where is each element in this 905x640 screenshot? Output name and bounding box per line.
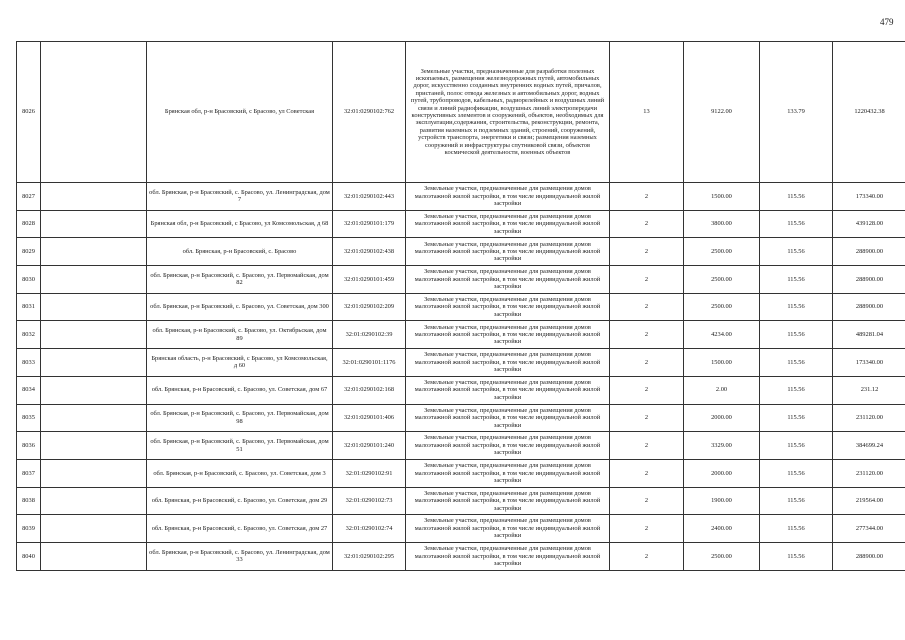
cell-zone: 2 <box>610 542 684 570</box>
cell-permitted-use: Земельные участки, предназначенные для размещения домов малоэтажной жилой застройки, в том числе индивидуальной жилой застройки <box>406 210 610 238</box>
cell-rate: 115.56 <box>760 404 833 432</box>
cell-cadastral-number: 32:01:0290101:240 <box>333 432 406 460</box>
cell-permitted-use: Земельные участки, предназначенные для размещения домов малоэтажной жилой застройки, в том числе индивидуальной жилой застройки <box>406 321 610 349</box>
cell-permitted-use: Земельные участки, предназначенные для размещения домов малоэтажной жилой застройки, в том числе индивидуальной жилой застройки <box>406 542 610 570</box>
cell-cadastral-value: 489281.04 <box>833 321 905 349</box>
cell-permitted-use: Земельные участки, предназначенные для размещения домов малоэтажной жилой застройки, в том числе индивидуальной жилой застройки <box>406 183 610 211</box>
cell-area: 3329.00 <box>684 432 760 460</box>
cell-cadastral-value: 288900.00 <box>833 542 905 570</box>
cell-zone: 2 <box>610 238 684 266</box>
cell-area: 1500.00 <box>684 183 760 211</box>
cell-area: 3800.00 <box>684 210 760 238</box>
cell-area: 2500.00 <box>684 238 760 266</box>
cell-empty <box>41 432 147 460</box>
table-row <box>17 487 905 515</box>
cell-area: 2500.00 <box>684 266 760 294</box>
cell-area: 2500.00 <box>684 542 760 570</box>
cell-cadastral-value: 231.12 <box>833 376 905 404</box>
cell-cadastral-value: 288900.00 <box>833 293 905 321</box>
cadastral-value-table <box>16 41 905 571</box>
table-row <box>17 321 905 349</box>
cell-area: 2000.00 <box>684 404 760 432</box>
cell-empty <box>41 487 147 515</box>
cell-rate: 115.56 <box>760 542 833 570</box>
table-row <box>17 266 905 294</box>
table-row <box>17 349 905 377</box>
cell-zone: 2 <box>610 404 684 432</box>
cell-address: обл. Брянская, р-н Брасовский, с. Брасово, ул. Первомайская, дом 51 <box>147 432 333 460</box>
cell-address: Брянская область, р-н Брасовский, с Брасово, ул Комсомольская, д 60 <box>147 349 333 377</box>
cell-record-id: 8027 <box>17 183 41 211</box>
cell-rate: 115.56 <box>760 183 833 211</box>
cell-cadastral-value: 231120.00 <box>833 404 905 432</box>
cell-address: обл. Брянская, р-н Брасовский, с. Брасово, ул. Ленинградская, дом 33 <box>147 542 333 570</box>
cell-record-id: 8031 <box>17 293 41 321</box>
cell-empty <box>41 321 147 349</box>
cell-cadastral-number: 32:01:0290101:179 <box>333 210 406 238</box>
cell-permitted-use: Земельные участки, предназначенные для разработки полезных ископаемых, размещения железнодорожных путей, автомобильных дорог, искусственно созданных внутренних водных путей, причалов, пристаней, полос отвода железных и автомобильных дорог, водных путей, трубопроводов, кабельных, радиорелейных и воздушных линий связи и линий радиофикации, воздушных линий электропередачи конструктивных элементов и сооружений, объектов, необходимых для эксплуатации,содержания, строительства, реконструкции, ремонта, развития наземных и подземных зданий, строений, сооружений, устройств транспорта, энергетики и связи; размещения наземных сооружений и инфраструктуры спутниковой связи, объектов космической деятельности, военных объектов <box>406 42 610 183</box>
cell-permitted-use: Земельные участки, предназначенные для размещения домов малоэтажной жилой застройки, в том числе индивидуальной жилой застройки <box>406 459 610 487</box>
cell-cadastral-number: 32:01:0290102:168 <box>333 376 406 404</box>
page-number: 479 <box>880 17 894 27</box>
cell-empty <box>41 183 147 211</box>
cell-cadastral-value: 231120.00 <box>833 459 905 487</box>
cell-cadastral-number: 32:01:0290101:459 <box>333 266 406 294</box>
cell-address: обл. Брянская, р-н Брасовский, с. Брасово, ул. Советская, дом 27 <box>147 515 333 543</box>
cell-record-id: 8029 <box>17 238 41 266</box>
cell-zone: 2 <box>610 210 684 238</box>
cell-rate: 115.56 <box>760 376 833 404</box>
cell-address: обл. Брянская, р-н Брасовский, с. Брасово, ул. Советская, дом 300 <box>147 293 333 321</box>
cell-cadastral-number: 32:01:0290102:91 <box>333 459 406 487</box>
cell-cadastral-number: 32:01:0290102:73 <box>333 487 406 515</box>
cell-rate: 115.56 <box>760 321 833 349</box>
cell-cadastral-number: 32:01:0290102:762 <box>333 42 406 183</box>
table-row <box>17 293 905 321</box>
table-row <box>17 376 905 404</box>
cell-permitted-use: Земельные участки, предназначенные для размещения домов малоэтажной жилой застройки, в том числе индивидуальной жилой застройки <box>406 404 610 432</box>
table-row <box>17 542 905 570</box>
cell-rate: 115.56 <box>760 238 833 266</box>
cell-permitted-use: Земельные участки, предназначенные для размещения домов малоэтажной жилой застройки, в том числе индивидуальной жилой застройки <box>406 432 610 460</box>
cell-area: 4234.00 <box>684 321 760 349</box>
cell-area: 1900.00 <box>684 487 760 515</box>
cell-address: Брянская обл, р-н Брасовский, с Брасово, ул Советская <box>147 42 333 183</box>
table-row <box>17 515 905 543</box>
cell-cadastral-number: 32:01:0290102:443 <box>333 183 406 211</box>
cell-permitted-use: Земельные участки, предназначенные для размещения домов малоэтажной жилой застройки, в том числе индивидуальной жилой застройки <box>406 376 610 404</box>
cell-zone: 2 <box>610 376 684 404</box>
cell-rate: 115.56 <box>760 432 833 460</box>
cell-zone: 2 <box>610 432 684 460</box>
cell-cadastral-number: 32:01:0290102:74 <box>333 515 406 543</box>
cell-address: Брянская обл, р-н Брасовский, с Брасово, ул Комсомольская, д 68 <box>147 210 333 238</box>
cell-address: обл. Брянская, р-н Брасовский, с. Брасово, ул. Первомайская, дом 98 <box>147 404 333 432</box>
cell-address: обл. Брянская, р-н Брасовский, с. Брасово <box>147 238 333 266</box>
cell-permitted-use: Земельные участки, предназначенные для размещения домов малоэтажной жилой застройки, в том числе индивидуальной жилой застройки <box>406 266 610 294</box>
cell-empty <box>41 238 147 266</box>
table-row <box>17 404 905 432</box>
cell-zone: 2 <box>610 293 684 321</box>
cell-record-id: 8028 <box>17 210 41 238</box>
cell-zone: 2 <box>610 487 684 515</box>
cell-area: 9122.00 <box>684 42 760 183</box>
cell-empty <box>41 542 147 570</box>
cell-permitted-use: Земельные участки, предназначенные для размещения домов малоэтажной жилой застройки, в том числе индивидуальной жилой застройки <box>406 293 610 321</box>
cell-record-id: 8039 <box>17 515 41 543</box>
cell-record-id: 8030 <box>17 266 41 294</box>
cell-cadastral-value: 1220432.38 <box>833 42 905 183</box>
cell-empty <box>41 293 147 321</box>
table-row <box>17 183 905 211</box>
cell-area: 1500.00 <box>684 349 760 377</box>
cell-address: обл. Брянская, р-н Брасовский, с. Брасово, ул. Советская, дом 3 <box>147 459 333 487</box>
table-row <box>17 238 905 266</box>
cell-cadastral-value: 277344.00 <box>833 515 905 543</box>
cell-cadastral-number: 32:01:0290101:1176 <box>333 349 406 377</box>
cell-empty <box>41 459 147 487</box>
table-row <box>17 210 905 238</box>
cell-zone: 2 <box>610 459 684 487</box>
cell-empty <box>41 515 147 543</box>
cell-permitted-use: Земельные участки, предназначенные для размещения домов малоэтажной жилой застройки, в том числе индивидуальной жилой застройки <box>406 349 610 377</box>
cell-area: 2000.00 <box>684 459 760 487</box>
cell-empty <box>41 349 147 377</box>
cell-record-id: 8034 <box>17 376 41 404</box>
cell-cadastral-number: 32:01:0290102:438 <box>333 238 406 266</box>
cell-area: 2500.00 <box>684 293 760 321</box>
cell-area: 2.00 <box>684 376 760 404</box>
cell-address: обл. Брянская, р-н Брасовский, с. Брасово, ул. Первомайская, дом 82 <box>147 266 333 294</box>
cell-cadastral-number: 32:01:0290102:295 <box>333 542 406 570</box>
cell-rate: 115.56 <box>760 266 833 294</box>
cell-zone: 2 <box>610 349 684 377</box>
cell-rate: 115.56 <box>760 293 833 321</box>
cell-record-id: 8038 <box>17 487 41 515</box>
cell-zone: 2 <box>610 183 684 211</box>
cell-zone: 2 <box>610 266 684 294</box>
cell-cadastral-number: 32:01:0290102:39 <box>333 321 406 349</box>
cell-rate: 115.56 <box>760 349 833 377</box>
cell-cadastral-value: 173340.00 <box>833 183 905 211</box>
cell-cadastral-value: 219564.00 <box>833 487 905 515</box>
cell-rate: 115.56 <box>760 515 833 543</box>
table-row <box>17 432 905 460</box>
cell-rate: 133.79 <box>760 42 833 183</box>
cell-record-id: 8037 <box>17 459 41 487</box>
cell-cadastral-value: 384699.24 <box>833 432 905 460</box>
cell-record-id: 8032 <box>17 321 41 349</box>
cell-zone: 2 <box>610 515 684 543</box>
cell-permitted-use: Земельные участки, предназначенные для размещения домов малоэтажной жилой застройки, в том числе индивидуальной жилой застройки <box>406 487 610 515</box>
table-row <box>17 459 905 487</box>
cell-permitted-use: Земельные участки, предназначенные для размещения домов малоэтажной жилой застройки, в том числе индивидуальной жилой застройки <box>406 515 610 543</box>
cell-record-id: 8026 <box>17 42 41 183</box>
cell-rate: 115.56 <box>760 210 833 238</box>
cell-cadastral-value: 173340.00 <box>833 349 905 377</box>
cell-area: 2400.00 <box>684 515 760 543</box>
cell-empty <box>41 210 147 238</box>
cell-record-id: 8033 <box>17 349 41 377</box>
cell-rate: 115.56 <box>760 459 833 487</box>
cell-address: обл. Брянская, р-н Брасовский, с. Брасово, ул. Советская, дом 29 <box>147 487 333 515</box>
cell-cadastral-number: 32:01:0290102:209 <box>333 293 406 321</box>
cell-zone: 13 <box>610 42 684 183</box>
cell-empty <box>41 404 147 432</box>
cell-cadastral-number: 32:01:0290101:406 <box>333 404 406 432</box>
cell-empty <box>41 376 147 404</box>
cell-rate: 115.56 <box>760 487 833 515</box>
cell-record-id: 8035 <box>17 404 41 432</box>
cell-record-id: 8040 <box>17 542 41 570</box>
cell-record-id: 8036 <box>17 432 41 460</box>
cell-cadastral-value: 288900.00 <box>833 238 905 266</box>
cell-address: обл. Брянская, р-н Брасовский, с. Брасово, ул. Октябрьская, дом 89 <box>147 321 333 349</box>
cell-empty <box>41 42 147 183</box>
cell-cadastral-value: 439128.00 <box>833 210 905 238</box>
cell-address: обл. Брянская, р-н Брасовский, с. Брасово, ул. Советская, дом 67 <box>147 376 333 404</box>
table-row <box>17 42 905 183</box>
cell-empty <box>41 266 147 294</box>
cell-zone: 2 <box>610 321 684 349</box>
table-body <box>17 42 905 571</box>
cell-cadastral-value: 288900.00 <box>833 266 905 294</box>
cell-permitted-use: Земельные участки, предназначенные для размещения домов малоэтажной жилой застройки, в том числе индивидуальной жилой застройки <box>406 238 610 266</box>
cell-address: обл. Брянская, р-н Брасовский, с. Брасово, ул. Ленинградская, дом 7 <box>147 183 333 211</box>
